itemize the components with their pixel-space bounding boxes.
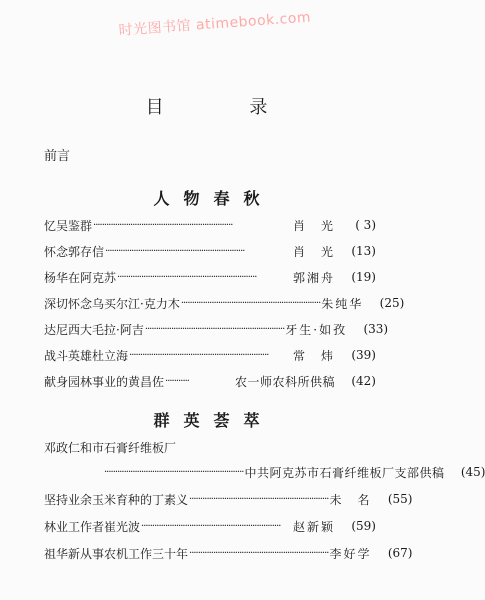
leader-dots: ···········	[165, 375, 189, 387]
leader-dots: ································································	[141, 520, 281, 532]
entry-page: (45)	[460, 465, 485, 479]
leader-dots: ································································	[189, 493, 329, 505]
entry-author: 肖 光	[292, 244, 335, 259]
entry-author: 牙生·如孜	[285, 322, 348, 337]
section-title-heroes: 群英荟萃	[153, 411, 274, 430]
toc-entry	[44, 517, 376, 535]
leader-dots: ································································	[117, 271, 257, 283]
leader-dots: ································································	[129, 349, 269, 361]
entry-title: 林业工作者崔光波	[44, 519, 141, 534]
entry-title: 祖华新从事农机工作三十年	[44, 546, 189, 561]
entry-page: (33)	[363, 322, 389, 336]
toc-entry	[44, 544, 413, 562]
entry-title: 杨华在阿克苏	[44, 270, 117, 285]
toc-entry	[44, 372, 376, 390]
entry-page: (19)	[351, 270, 376, 284]
preface-entry: 前言	[44, 149, 71, 164]
toc-entry	[44, 463, 485, 481]
leader-dots: ································································	[104, 466, 244, 478]
toc-entry	[44, 294, 405, 312]
toc-entry	[44, 346, 376, 364]
entry-title: 深切怀念乌买尔江·克力木	[44, 296, 180, 311]
toc-entry	[44, 490, 413, 508]
entry-title: 怀念郭存信	[44, 244, 105, 259]
toc-entry	[44, 268, 376, 286]
entry-author: 肖 光	[292, 218, 335, 233]
leader-dots: ································································	[189, 547, 329, 559]
toc-entry	[44, 216, 376, 234]
page-title: 目 录	[145, 97, 308, 118]
entry-author: 赵新颖	[292, 519, 335, 534]
entry-author: 郭湘舟	[292, 270, 335, 285]
entry-title: 献身园林事业的黄昌佐	[44, 374, 165, 389]
entry-page: (42)	[351, 374, 376, 388]
entry-title: 达尼西大毛拉·阿吉	[44, 322, 144, 337]
entry-author: 常 炜	[292, 348, 335, 363]
watermark: 时光图书馆 atimebook.com	[118, 9, 312, 39]
entry-page: (67)	[387, 546, 413, 560]
leader-dots: ································································	[144, 323, 285, 335]
toc-entry	[44, 320, 389, 338]
entry-page: (39)	[351, 348, 376, 362]
entry-title: 战斗英雄杜立海	[44, 348, 129, 363]
entry-author: 农一师农科所供稿	[234, 374, 335, 389]
entry-author: 朱纯华	[321, 296, 364, 311]
entry-page: (13)	[351, 244, 376, 258]
toc-entry	[44, 242, 376, 260]
entry-page: (55)	[387, 492, 413, 506]
entry-author: 未 名	[329, 492, 372, 507]
leader-dots: ································································	[93, 219, 233, 231]
section-title-people: 人物春秋	[153, 189, 274, 208]
entry-author: 中共阿克苏市石膏纤维板厂支部供稿	[244, 465, 445, 480]
entry-page: ( 3)	[355, 218, 376, 232]
entry-title: 坚持业余玉米育种的丁素义	[44, 492, 189, 507]
entry-page: (59)	[351, 519, 376, 533]
entry-title: 忆吴鉴群	[44, 218, 93, 233]
leader-dots: ································································	[105, 245, 245, 257]
entry-title: 邓政仁和市石膏纤维板厂	[44, 441, 177, 455]
leader-dots: ································································	[180, 297, 321, 309]
entry-author: 李好学	[329, 546, 372, 561]
entry-page: (25)	[379, 296, 405, 310]
